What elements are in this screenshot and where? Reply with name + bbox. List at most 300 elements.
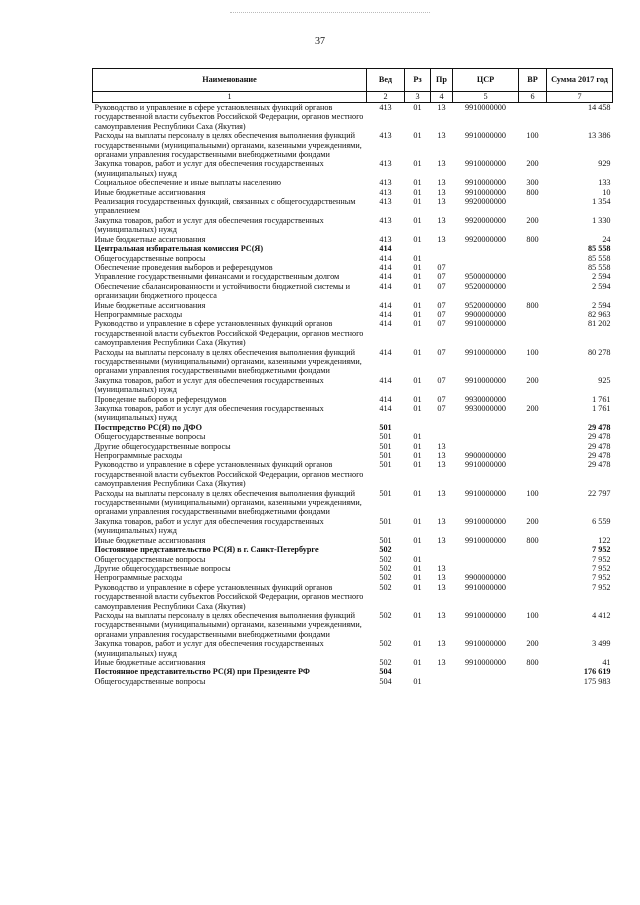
cell-name: Проведение выборов и референдумов [94,394,227,404]
cell-name: Другие общегосударственные вопросы [94,441,231,451]
cell-name: Иные бюджетные ассигнования [94,187,206,197]
column-number: 1 [93,92,367,103]
cell-ved: 502 [379,610,392,620]
table-row [93,517,613,536]
cell-name: Обеспечение проведения выборов и референдумов [94,262,273,272]
cell-pr: 13 [437,187,446,197]
cell-vr: 200 [526,516,539,526]
cell-name: Непрограммные расходы [94,309,183,319]
cell-vr [519,310,547,319]
cell-csr: 9910000000 [465,516,506,526]
cell-pr: 13 [437,573,446,583]
cell-vr: 800 [526,300,539,310]
cell-ved: 414 [379,272,392,282]
column-number: 4 [431,92,453,103]
cell-sum: 1 330 [592,215,611,225]
cell-vr [519,583,547,611]
cell-name: Постпредство РС(Я) по ДФО [94,422,203,432]
cell-name: Расходы на выплаты персоналу в целях обеспечения выполнения функций государственными (муниципальными) органами, казенными учреждениями, органами управления государственными внебюджетными фондами [94,347,362,376]
cell-name: Закупка товаров, работ и услуг для обеспечения государственных (муниципальных) нужд [94,516,324,536]
cell-rz: 01 [413,516,422,526]
cell-ved: 502 [379,639,392,649]
cell-vr [519,395,547,404]
table-row [93,545,613,554]
cell-sum: 29 478 [587,432,611,442]
cell-pr: 07 [437,300,446,310]
cell-pr: 07 [437,347,446,357]
cell-ved: 501 [379,432,392,442]
cell-name: Закупка товаров, работ и услуг для обеспечения государственных (муниципальных) нужд [94,639,324,658]
cell-csr: 9910000000 [465,178,506,188]
cell-vr [519,573,547,582]
cell-sum: 133 [598,178,611,188]
cell-name: Непрограммные расходы [94,573,183,583]
cell-csr: 9900000000 [465,309,506,319]
cell-sum: 176 619 [583,667,611,677]
table-row [93,658,613,667]
cell-ved: 502 [379,573,392,583]
column-number: 2 [367,92,405,103]
cell-ved: 413 [379,197,392,207]
cell-rz: 01 [413,197,422,207]
cell-vr [519,451,547,460]
cell-vr [519,442,547,451]
cell-rz: 01 [413,610,422,620]
cell-sum: 10 [602,187,611,197]
table-row [93,310,613,319]
cell-ved: 501 [379,535,392,545]
cell-csr [453,244,519,253]
cell-name: Обеспечение сбалансированности и устойчивости бюджетной системы и организации бюджетного процесса [94,281,350,301]
cell-sum: 929 [598,159,611,169]
cell-pr [431,432,453,441]
cell-ved: 502 [379,657,392,667]
cell-vr [519,564,547,573]
cell-ved: 414 [379,253,392,263]
cell-sum: 85 558 [587,244,611,254]
cell-vr: 100 [526,610,539,620]
cell-ved: 501 [379,441,392,451]
cell-sum: 29 478 [587,460,611,470]
cell-ved: 414 [379,319,392,329]
cell-pr: 13 [437,234,446,244]
column-number: 7 [547,92,613,103]
cell-ved: 501 [379,516,392,526]
cell-ved: 414 [379,375,392,385]
cell-rz: 01 [413,441,422,451]
cell-rz: 01 [413,272,422,282]
cell-pr: 13 [437,535,446,545]
cell-rz [405,423,431,432]
cell-rz: 01 [413,676,422,686]
cell-vr [519,197,547,216]
table-row [93,432,613,441]
cell-sum: 41 [602,657,611,667]
cell-name: Закупка товаров, работ и услуг для обеспечения государственных (муниципальных) нужд [94,159,324,178]
cell-vr [519,555,547,564]
cell-pr: 07 [437,309,446,319]
cell-vr: 800 [526,187,539,197]
column-number: 6 [519,92,547,103]
cell-name: Закупка товаров, работ и услуг для обеспечения государственных (муниципальных) нужд [94,375,324,395]
table-row [93,573,613,582]
cell-ved: 501 [379,422,392,432]
table-row [93,667,613,676]
cell-pr: 13 [437,563,446,573]
cell-vr: 200 [526,159,539,169]
cell-sum: 7 952 [592,573,611,583]
header-vr: ВР [519,69,547,92]
cell-csr: 9930000000 [465,404,506,413]
cell-ved: 413 [379,215,392,225]
cell-csr: 9520000000 [465,281,506,291]
cell-ved: 413 [379,131,392,141]
cell-rz [405,545,431,554]
cell-pr: 13 [437,197,446,207]
cell-csr: 9900000000 [465,451,506,461]
cell-sum: 925 [598,375,611,385]
cell-csr [453,432,519,441]
cell-vr: 200 [526,639,539,649]
cell-vr: 100 [526,488,539,498]
cell-csr: 9910000000 [465,460,506,470]
cell-ved: 502 [379,545,392,555]
cell-pr: 13 [437,639,446,649]
cell-name: Общегосударственные вопросы [94,432,206,442]
cell-vr: 300 [526,178,539,188]
cell-rz: 01 [413,432,422,442]
cell-pr: 13 [437,131,446,141]
cell-pr: 07 [437,394,446,404]
cell-csr: 9910000000 [465,535,506,545]
table-row [93,178,613,187]
cell-rz: 01 [413,460,422,470]
cell-ved: 413 [379,159,392,169]
cell-sum: 81 202 [587,319,611,329]
table-row [93,159,613,178]
cell-name: Иные бюджетные ассигнования [94,234,206,244]
cell-csr: 9910000000 [465,582,506,592]
cell-name: Расходы на выплаты персоналу в целях обеспечения выполнения функций государственными (муниципальными) органами, казенными учреждениями, органами управления государственными внебюджетными фондами [94,488,362,517]
cell-pr: 07 [437,272,446,282]
cell-rz: 01 [413,451,422,461]
cell-vr [519,432,547,441]
cell-csr [453,545,519,554]
cell-ved: 502 [379,554,392,564]
cell-rz: 01 [413,554,422,564]
cell-pr [431,677,453,686]
cell-rz: 01 [413,573,422,583]
cell-ved: 414 [379,300,392,310]
cell-csr [453,677,519,686]
cell-pr [431,423,453,432]
cell-vr: 800 [526,657,539,667]
cell-pr: 13 [437,460,446,470]
cell-pr: 13 [437,441,446,451]
cell-name: Реализация государственных функций, связанных с общегосударственным управлением [94,197,356,216]
cell-vr [519,667,547,676]
cell-vr: 800 [526,234,539,244]
cell-csr [453,667,519,676]
cell-csr [453,555,519,564]
table-row [93,460,613,488]
cell-pr: 07 [437,262,446,272]
table-row [93,395,613,404]
cell-sum: 85 558 [587,262,611,272]
table-row [93,376,613,395]
cell-name: Руководство и управление в сфере установленных функций органов государственной власти субъектов Российской Федерации, органов местного самоуправления Республики Саха (Якутия) [94,582,364,611]
cell-name: Центральная избирательная комиссия РС(Я) [94,244,264,254]
cell-rz: 01 [413,309,422,319]
cell-sum: 24 [602,234,611,244]
cell-pr [431,555,453,564]
cell-csr: 9900000000 [465,573,506,583]
cell-pr: 13 [437,516,446,526]
cell-rz: 01 [413,535,422,545]
table-row [93,319,613,347]
cell-sum: 1 761 [592,404,611,413]
table-body [93,103,613,687]
cell-vr: 100 [526,131,539,141]
cell-pr [431,667,453,676]
cell-pr: 07 [437,281,446,291]
cell-ved: 501 [379,451,392,461]
table-row [93,442,613,451]
cell-rz: 01 [413,488,422,498]
header-name: Наименование [93,69,367,92]
table-row [93,235,613,244]
cell-pr: 07 [437,319,446,329]
cell-name: Руководство и управление в сфере установленных функций органов государственной власти субъектов Российской Федерации, органов местного самоуправления Республики Саха (Якутия) [94,103,364,131]
cell-rz: 01 [413,281,422,291]
cell-sum: 7 952 [592,545,611,555]
table-row [93,639,613,658]
cell-csr: 9920000000 [465,197,506,207]
cell-rz: 01 [413,253,422,263]
header-csr: ЦСР [453,69,519,92]
cell-csr: 9910000000 [465,159,506,169]
cell-sum: 7 952 [592,563,611,573]
cell-vr [519,103,547,132]
cell-csr [453,423,519,432]
table-row [93,451,613,460]
budget-table [92,68,613,686]
cell-sum: 14 458 [587,103,611,112]
cell-csr: 9500000000 [465,272,506,282]
cell-pr: 13 [437,610,446,620]
cell-sum: 85 558 [587,253,611,263]
cell-rz: 01 [413,234,422,244]
table-row [93,254,613,263]
table-row [93,282,613,301]
cell-ved: 501 [379,460,392,470]
cell-ved: 413 [379,187,392,197]
cell-pr: 13 [437,657,446,667]
cell-name: Управление государственными финансами и государственным долгом [94,272,340,282]
cell-name: Постоянное представительство РС(Я) при Президенте РФ [94,667,310,677]
cell-ved: 502 [379,563,392,573]
cell-sum: 29 478 [587,451,611,461]
cell-sum: 7 952 [592,582,611,592]
cell-csr: 9520000000 [465,300,506,310]
cell-sum: 4 412 [592,610,611,620]
table-row [93,555,613,564]
cell-sum: 29 478 [587,422,611,432]
cell-name: Общегосударственные вопросы [94,554,206,564]
cell-rz: 01 [413,639,422,649]
cell-vr: 200 [526,404,539,413]
cell-csr: 9930000000 [465,394,506,404]
cell-name: Другие общегосударственные вопросы [94,563,231,573]
header-pr: Пр [431,69,453,92]
table-row [93,536,613,545]
cell-pr: 13 [437,451,446,461]
header-rz: Рз [405,69,431,92]
cell-ved: 414 [379,394,392,404]
cell-ved: 414 [379,347,392,357]
table-row [93,272,613,281]
cell-rz: 01 [413,375,422,385]
cell-rz: 01 [413,187,422,197]
cell-csr: 9910000000 [465,103,506,112]
cell-ved: 414 [379,281,392,291]
cell-ved: 414 [379,309,392,319]
cell-ved: 501 [379,488,392,498]
cell-csr: 9910000000 [465,488,506,498]
cell-sum: 2 594 [592,300,611,310]
table-row [93,583,613,611]
cell-vr: 100 [526,347,539,357]
cell-rz: 01 [413,657,422,667]
table-row [93,489,613,517]
cell-sum: 2 594 [592,272,611,282]
cell-pr: 13 [437,159,446,169]
cell-rz [405,244,431,253]
table-row [93,404,613,423]
cell-sum: 82 963 [587,309,611,319]
table-row [93,188,613,197]
cell-name: Закупка товаров, работ и услуг для обеспечения государственных (муниципальных) нужд [94,404,324,423]
page-number: 37 [315,36,325,47]
cell-vr [519,282,547,301]
cell-name: Непрограммные расходы [94,451,183,461]
cell-ved: 502 [379,582,392,592]
cell-name: Социальное обеспечение и иные выплаты населению [94,178,281,188]
cell-name: Иные бюджетные ассигнования [94,535,206,545]
table-row [93,423,613,432]
cell-name: Закупка товаров, работ и услуг для обеспечения государственных (муниципальных) нужд [94,215,324,235]
table-row [93,216,613,235]
header-row [93,69,613,92]
cell-csr [453,442,519,451]
cell-rz: 01 [413,347,422,357]
cell-sum: 2 594 [592,281,611,291]
cell-pr: 13 [437,488,446,498]
cell-pr [431,545,453,554]
cell-name: Руководство и управление в сфере установленных функций органов государственной власти субъектов Российской Федерации, органов местного самоуправления Республики Саха (Якутия) [94,319,364,348]
cell-ved: 414 [379,244,392,254]
cell-pr [431,254,453,263]
cell-rz: 01 [413,215,422,225]
cell-ved: 413 [379,103,392,112]
cell-sum: 29 478 [587,441,611,451]
cell-rz: 01 [413,262,422,272]
cell-vr [519,254,547,263]
table-row [93,564,613,573]
cell-sum: 3 499 [592,639,611,649]
cell-sum: 13 386 [587,131,611,141]
cell-ved: 504 [379,667,392,677]
cell-vr: 800 [526,535,539,545]
cell-csr [453,564,519,573]
cell-ved: 413 [379,234,392,244]
header-ved: Вед [367,69,405,92]
cell-name: Общегосударственные вопросы [94,676,206,686]
cell-csr: 9920000000 [465,234,506,244]
cell-name: Общегосударственные вопросы [94,253,206,263]
cell-name: Иные бюджетные ассигнования [94,300,206,310]
cell-pr: 13 [437,582,446,592]
cell-csr [453,263,519,272]
cell-sum: 122 [598,535,611,545]
cell-csr: 9910000000 [465,639,506,649]
cell-vr: 200 [526,215,539,225]
cell-rz: 01 [413,563,422,573]
cell-rz: 01 [413,103,422,112]
cell-rz: 01 [413,404,422,413]
cell-csr: 9910000000 [465,375,506,385]
cell-name: Расходы на выплаты персоналу в целях обеспечения выполнения функций государственными (муниципальными) органами, казенными учреждениями, органами управления государственными внебюджетными фондами [94,131,362,160]
cell-rz: 01 [413,319,422,329]
cell-ved: 414 [379,262,392,272]
table-row [93,197,613,216]
cell-sum: 175 983 [583,676,611,686]
cell-rz: 01 [413,159,422,169]
cell-csr: 9910000000 [465,187,506,197]
cell-vr [519,272,547,281]
cell-rz: 01 [413,300,422,310]
scan-artifact [230,12,430,16]
cell-csr [453,254,519,263]
cell-csr: 9910000000 [465,319,506,329]
cell-pr [431,244,453,253]
cell-vr: 200 [526,375,539,385]
cell-vr [519,263,547,272]
cell-name: Расходы на выплаты персоналу в целях обеспечения выполнения функций государственными (муниципальными) органами, казенными учреждениями, органами управления государственными внебюджетными фондами [94,610,362,639]
cell-name: Иные бюджетные ассигнования [94,657,206,667]
column-number: 5 [453,92,519,103]
cell-vr [519,545,547,554]
column-number: 3 [405,92,431,103]
table-row [93,301,613,310]
table-row [93,677,613,686]
cell-vr [519,677,547,686]
table-row [93,611,613,639]
header-sum: Сумма 2017 год [547,69,613,92]
cell-ved: 504 [379,676,392,686]
table-row [93,103,613,132]
cell-sum: 6 559 [592,516,611,526]
cell-rz: 01 [413,394,422,404]
cell-pr: 13 [437,178,446,188]
column-number-row [93,92,613,103]
cell-csr: 9910000000 [465,131,506,141]
cell-rz [405,667,431,676]
cell-csr: 9910000000 [465,610,506,620]
cell-pr: 07 [437,375,446,385]
cell-rz: 01 [413,178,422,188]
table-row [93,263,613,272]
